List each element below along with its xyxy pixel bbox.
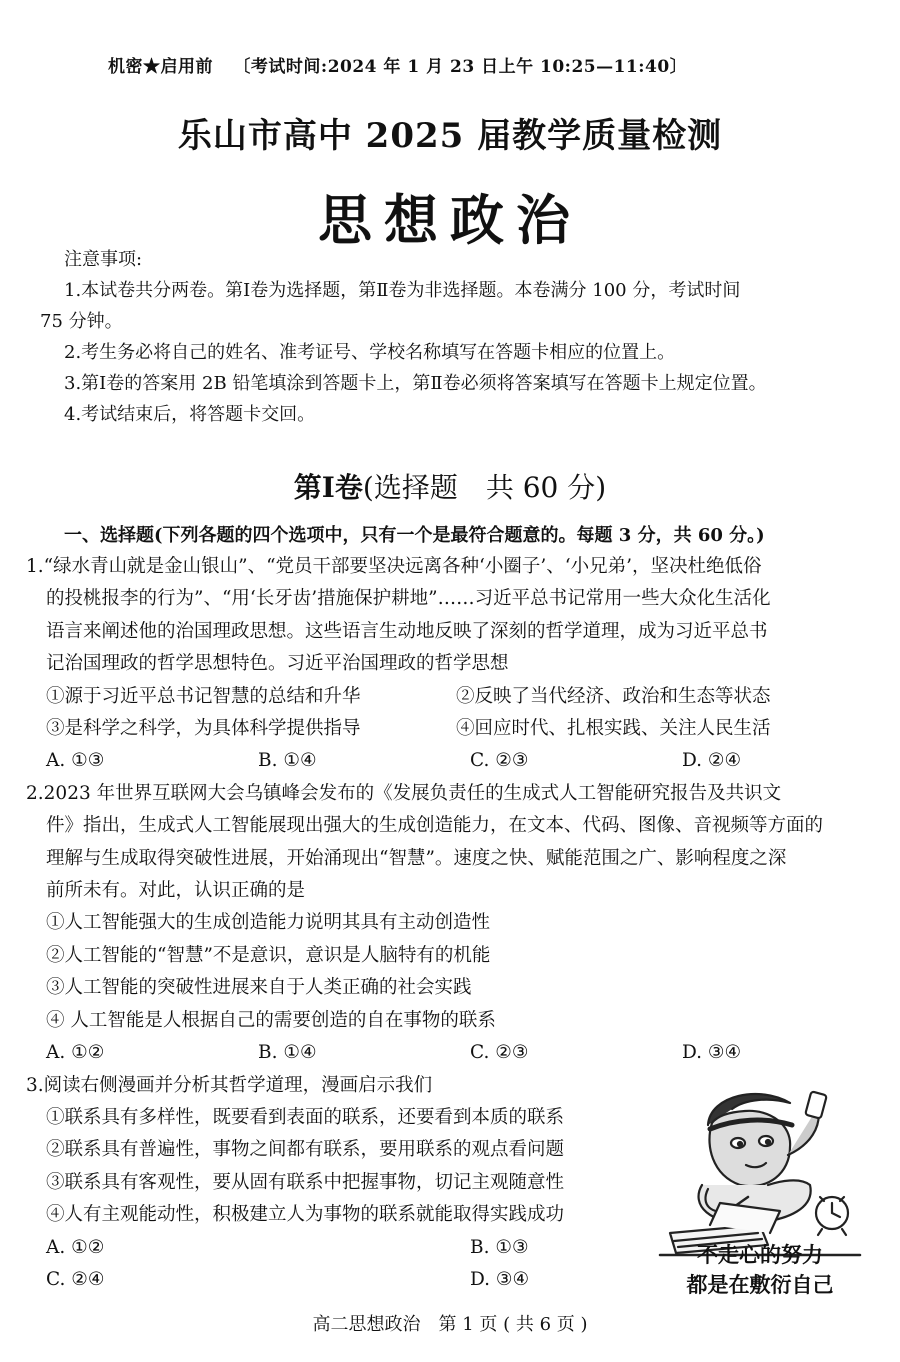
note-item: 1.本试卷共分两卷。第Ⅰ卷为选择题，第Ⅱ卷为非选择题。本卷满分 100 分，考试时间 bbox=[64, 280, 741, 301]
statement: ④ 人工智能是人根据自己的需要创造的自在事物的联系 bbox=[46, 1009, 496, 1031]
statement-row bbox=[26, 713, 876, 745]
answer-choices bbox=[26, 1037, 876, 1069]
note-item: 4.考试结束后，将答题卡交回。 bbox=[64, 404, 316, 425]
notes-section bbox=[40, 244, 870, 430]
note-item: 2.考生务必将自己的姓名、准考证号、学校名称填写在答题卡相应的位置上。 bbox=[64, 342, 676, 363]
statement: ①联系具有多样性，既要看到表面的联系，还要看到本质的联系 bbox=[46, 1106, 565, 1128]
choice-c: C. ②③ bbox=[470, 1042, 529, 1064]
question-1 bbox=[26, 551, 876, 778]
section-title-rest: (选择题 共 60 分) bbox=[362, 471, 607, 504]
statement: ①人工智能强大的生成创造能力说明其具有主动创造性 bbox=[46, 912, 491, 934]
choice-c: C. ②③ bbox=[470, 750, 529, 772]
caption-line: 都是在敷衍自己 bbox=[686, 1273, 834, 1297]
choice-d: D. ②④ bbox=[682, 750, 742, 772]
choice-b: B. ①④ bbox=[258, 750, 317, 772]
statement: ②人工智能的“智慧”不是意识，意识是人脑特有的机能 bbox=[46, 944, 491, 966]
section-title bbox=[0, 466, 900, 506]
note-item: 75 分钟。 bbox=[40, 311, 123, 332]
question-stem: 的投桃报李的行为”、“用‘长牙齿’措施保护耕地”……习近平总书记常用一些大众化生活化 bbox=[46, 588, 771, 610]
statement: ③联系具有客观性，要从固有联系中把握事物，切记主观随意性 bbox=[46, 1171, 565, 1193]
exam-title: 乐山市高中 2025 届教学质量检测 bbox=[177, 116, 723, 156]
answer-choices bbox=[26, 745, 876, 777]
question-stem: 记治国理政的哲学思想特色。习近平治国理政的哲学思想 bbox=[46, 653, 509, 675]
statement: ③人工智能的突破性进展来自于人类正确的社会实践 bbox=[46, 977, 472, 999]
choice-a: A. ①② bbox=[46, 1236, 105, 1258]
section-title-bold: 第Ⅰ卷 bbox=[293, 471, 363, 504]
question-stem: 件》指出，生成式人工智能展现出强大的生成创造能力，在文本、代码、图像、音视频等方面的 bbox=[46, 815, 824, 837]
choice-d: D. ③④ bbox=[470, 1268, 530, 1290]
question-stem: 3.阅读右侧漫画并分析其哲学道理，漫画启示我们 bbox=[26, 1074, 433, 1096]
choice-a: A. ①② bbox=[46, 1042, 105, 1064]
choice-d: D. ③④ bbox=[682, 1042, 742, 1064]
page-footer: 高二思想政治 第 1 页 ( 共 6 页 ) bbox=[312, 1314, 588, 1335]
statement: ②联系具有普遍性，事物之间都有联系，要用联系的观点看问题 bbox=[46, 1139, 565, 1161]
choice-a: A. ①③ bbox=[46, 750, 105, 772]
statement: ④人有主观能动性，积极建立人为事物的联系就能取得实践成功 bbox=[46, 1204, 565, 1226]
question-stem: 1.“绿水青山就是金山银山”、“党员干部要坚决远离各种‘小圈子’、‘小兄弟’，坚决杜绝低俗 bbox=[26, 556, 762, 577]
question-stem: 语言来阐述他的治国理政思想。这些语言生动地反映了深刻的哲学道理，成为习近平总书 bbox=[46, 620, 768, 642]
question-stem: 2.2023 年世界互联网大会乌镇峰会发布的《发展负责任的生成式人工智能研究报告及共识文 bbox=[26, 782, 782, 804]
statement: ④回应时代、扎根实践、关注人民生活 bbox=[456, 718, 771, 740]
question-stem: 前所未有。对此，认识正确的是 bbox=[46, 880, 306, 902]
choice-b: B. ①③ bbox=[470, 1236, 529, 1258]
section-instruction: 一、选择题(下列各题的四个选项中，只有一个是最符合题意的。每题 3 分，共 60 分。) bbox=[64, 525, 765, 546]
choice-b: B. ①④ bbox=[258, 1042, 317, 1064]
statement: ②反映了当代经济、政治和生态等状态 bbox=[456, 685, 771, 707]
question-2 bbox=[26, 778, 876, 1070]
caption-line: 不走心的努力 bbox=[697, 1243, 823, 1267]
exam-header bbox=[108, 52, 687, 77]
question-stem: 理解与生成取得突破性进展，开始涌现出“智慧”。速度之快、赋能范围之广、影响程度之深 bbox=[46, 847, 787, 869]
confidential-label: 机密★启用前 bbox=[108, 57, 213, 77]
statement: ①源于习近平总书记智慧的总结和升华 bbox=[46, 685, 361, 707]
exam-time: 〔考试时间:2024 年 1 月 23 日上午 10:25—11:40〕 bbox=[233, 57, 688, 77]
statement-row bbox=[26, 681, 876, 713]
statement: ③是科学之科学，为具体科学提供指导 bbox=[46, 718, 361, 740]
subject-title: 思想政治 bbox=[318, 188, 582, 252]
note-item: 3.第Ⅰ卷的答案用 2B 铅笔填涂到答题卡上，第Ⅱ卷必须将答案填写在答题卡上规定位置。 bbox=[64, 373, 767, 394]
notes-heading: 注意事项: bbox=[64, 249, 143, 270]
choice-c: C. ②④ bbox=[46, 1268, 105, 1290]
cartoon-caption bbox=[660, 1240, 860, 1300]
